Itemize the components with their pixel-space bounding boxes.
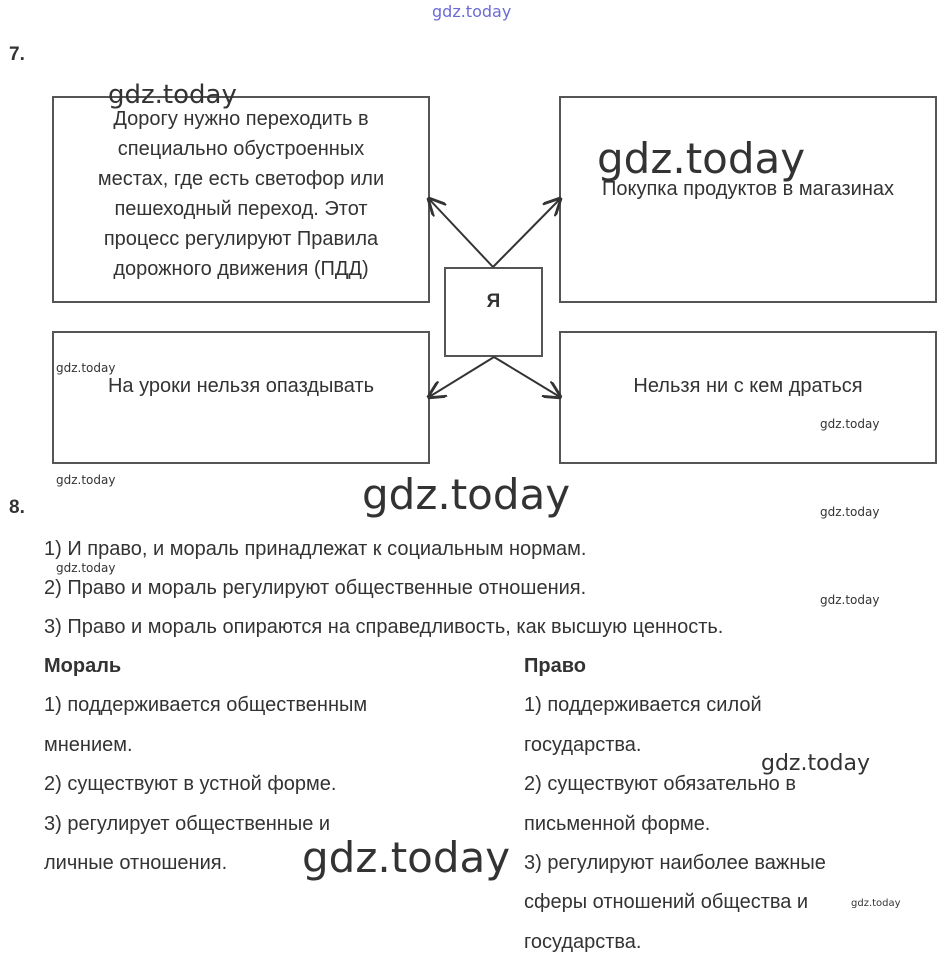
law-line: письменной форме. [524,813,711,835]
watermark-top: gdz.today [432,2,512,21]
arrow-to-bottom-right [494,357,560,397]
watermark: gdz.today [56,361,116,375]
text-line: Дорогу нужно переходить в [113,108,369,130]
text-line: пешеходный переход. Этот [114,198,368,220]
morality-line: 3) регулирует общественные и [44,813,331,835]
text-line: местах, где есть светофор или [97,168,385,190]
text-line: процесс регулируют Правила [103,228,379,250]
morality-line: личные отношения. [44,852,228,874]
box-bottom-right-text: Нельзя ни с кем драться [633,375,863,397]
watermark: gdz.today [56,473,116,487]
watermark: gdz.today [761,751,871,776]
morality-line: 1) поддерживается общественным [44,694,368,716]
similarity-item: 1) И право, и мораль принадлежат к социальным нормам. [44,538,587,560]
similarity-item: 3) Право и мораль опираются на справедливость, как высшую ценность. [44,616,724,638]
watermark: gdz.today [108,80,237,110]
morality-heading: Мораль [44,655,122,677]
task-8-number: 8. [9,497,25,518]
center-me-label: Я [486,291,501,312]
law-line: сферы отношений общества и [524,891,809,913]
law-line: 2) существуют обязательно в [524,773,796,795]
arrow-to-top-left [429,199,493,267]
arrow-to-bottom-left [429,357,494,397]
text-line: дорожного движения (ПДД) [113,258,369,280]
box-top-left-text [54,104,428,284]
text-line: специально обустроенных [117,138,365,160]
watermark: gdz.today [597,134,806,183]
similarity-item: 2) Право и мораль регулируют общественные отношения. [44,577,587,599]
watermark: gdz.today [302,833,511,882]
law-line: государства. [524,734,642,756]
law-line: государства. [524,931,642,953]
morality-line: 2) существуют в устной форме. [44,773,337,795]
watermark: gdz.today [820,505,880,519]
box-bottom-left-text: На уроки нельзя опаздывать [107,375,375,397]
watermark: gdz.today [820,417,880,431]
box-top-right-text: Покупка продуктов в магазинах [601,178,894,200]
watermark: gdz.today [851,898,901,909]
law-line: 1) поддерживается силой [524,694,762,716]
watermark: gdz.today [820,593,880,607]
task-7-number: 7. [9,44,25,65]
watermark: gdz.today [56,561,116,575]
morality-line: мнением. [44,734,133,756]
law-line: 3) регулируют наиболее важные [524,852,826,874]
law-heading: Право [524,655,586,677]
watermark: gdz.today [362,470,571,519]
arrow-to-top-right [493,199,560,267]
